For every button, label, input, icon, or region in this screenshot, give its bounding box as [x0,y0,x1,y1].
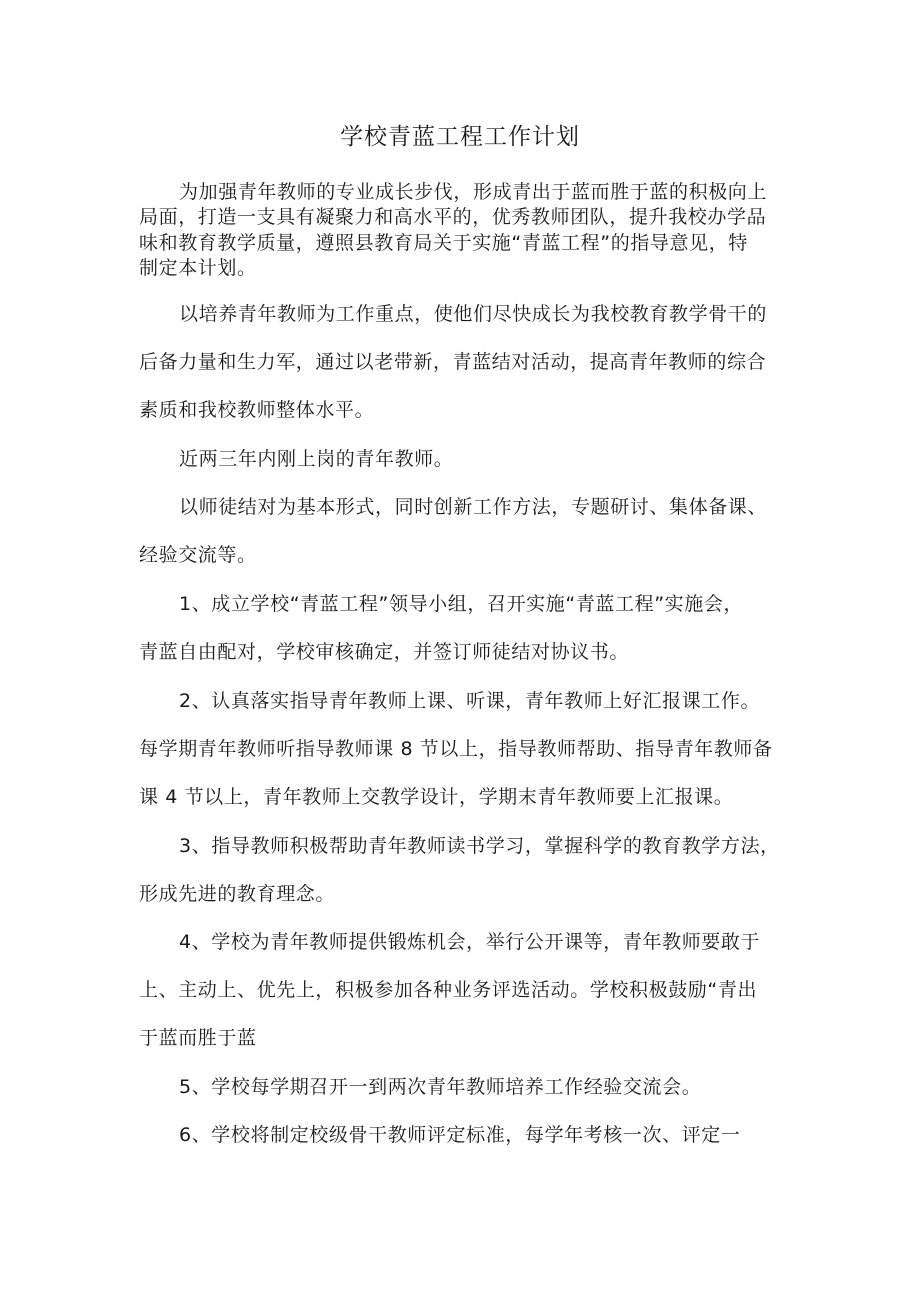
text-line: 制定本计划。 [139,257,257,279]
text-line: 局面，打造一支具有凝聚力和高水平的，优秀教师团队，提升我校办学品 [139,206,767,228]
text-line: 4、学校为青年教师提供锻炼机会，举行公开课等，青年教师要敢于 [179,931,761,953]
text-line: 课 4 节以上，青年教师上交教学设计，学期末青年教师要上汇报课。 [139,786,734,808]
text-line: 后备力量和生力军，通过以老带新，青蓝结对活动，提高青年教师的综合 [139,351,767,373]
text-line: 上、主动上、优先上，积极参加各种业务评选活动。学校积极鼓励“青出 [139,979,758,1001]
text-line: 为加强青年教师的专业成长步伐，形成青出于蓝而胜于蓝的积极向上 [179,181,768,203]
text-line: 于蓝而胜于蓝 [139,1027,257,1049]
text-line: 1、成立学校“青蓝工程”领导小组，召开实施“青蓝工程”实施会， [179,593,744,615]
text-line: 3、指导教师积极帮助青年教师读书学习，掌握科学的教育教学方法， [179,835,780,857]
text-line: 6、学校将制定校级骨干教师评定标准，每学年考核一次、评定一 [179,1124,741,1146]
text-line: 经验交流等。 [139,544,257,566]
text-line: 以师徒结对为基本形式，同时创新工作方法，专题研讨、集体备课、 [179,496,768,518]
text-line: 2、认真落实指导青年教师上课、听课，青年教师上好汇报课工作。 [179,690,761,712]
text-line: 素质和我校教师整体水平。 [139,399,375,421]
text-line: 形成先进的教育理念。 [139,883,336,905]
text-line: 青蓝自由配对，学校审核确定，并签订师徒结对协议书。 [139,641,630,663]
text-line: 每学期青年教师听指导教师课 8 节以上，指导教师帮助、指导青年教师备 [139,738,773,760]
document-title: 学校青蓝工程工作计划 [340,124,580,150]
text-line: 5、学校每学期召开一到两次青年教师培养工作经验交流会。 [179,1076,702,1098]
text-line: 近两三年内刚上岗的青年教师。 [179,448,454,470]
text-line: 以培养青年教师为工作重点，使他们尽快成长为我校教育教学骨干的 [179,303,768,325]
text-line: 味和教育教学质量，遵照县教育局关于实施“青蓝工程”的指导意见，特 [139,232,748,254]
